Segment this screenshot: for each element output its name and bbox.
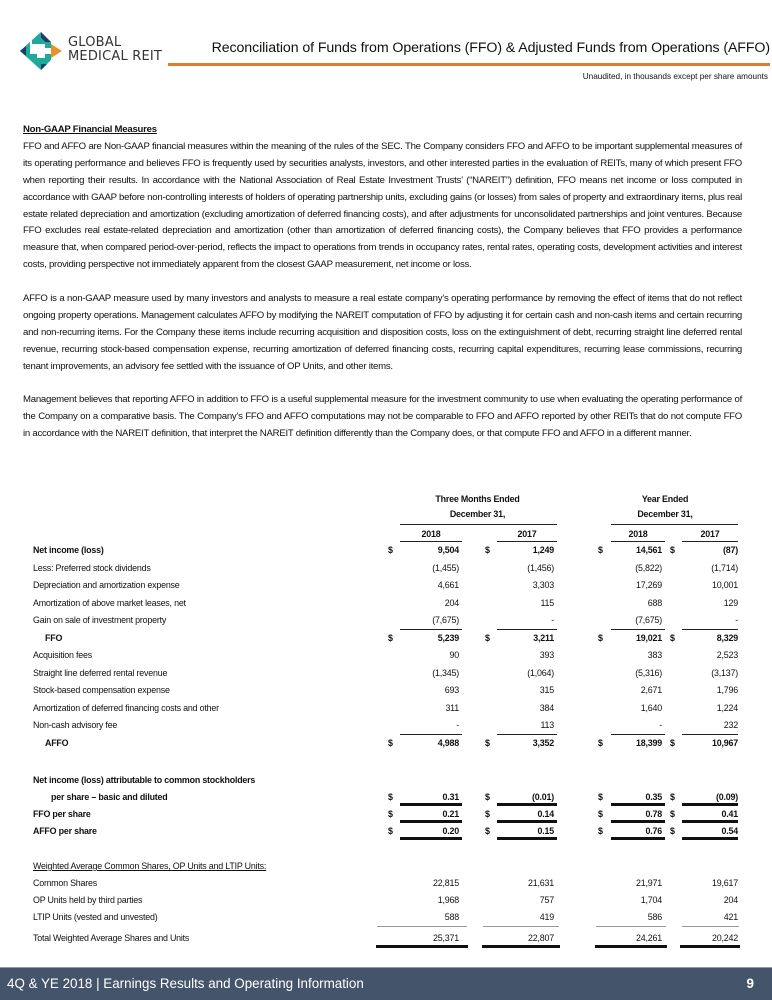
shares-heading: Weighted Average Common Shares, OP Units and LTIP Units: [33, 861, 267, 871]
cell: 25,371 [433, 933, 459, 943]
cell: (1,456) [527, 562, 554, 573]
table-row-net-income [0, 543, 772, 560]
cell: 20,242 [712, 933, 738, 943]
double-underline [611, 803, 665, 806]
currency-symbol: $ [485, 792, 490, 802]
divider [596, 926, 666, 927]
cell: 5,239 [437, 632, 459, 643]
non-gaap-section [23, 122, 742, 443]
currency-symbol: $ [485, 632, 490, 643]
currency-symbol: $ [670, 826, 675, 836]
cell: 22,815 [433, 878, 459, 888]
cell: 204 [444, 597, 459, 608]
cell: (7,675) [432, 615, 459, 625]
currency-symbol: $ [388, 809, 393, 819]
page-header [0, 0, 772, 90]
row-label: Stock-based compensation expense [33, 685, 170, 695]
cell: 0.15 [537, 826, 554, 836]
row-label: Total Weighted Average Shares and Units [33, 933, 190, 943]
cell: 384 [539, 702, 554, 713]
table-row [0, 701, 772, 718]
cell: - [456, 720, 459, 730]
currency-symbol: $ [598, 809, 603, 819]
currency-symbol: $ [598, 826, 603, 836]
section-heading: Non-GAAP Financial Measures [23, 124, 157, 135]
cell: (1,455) [432, 562, 459, 573]
table-row [0, 578, 772, 595]
page-title: Reconciliation of Funds from Operations (FFO) & Adjusted Funds from Operations (AFFO) [211, 40, 770, 56]
divider [611, 524, 738, 525]
paragraph-management-view: Management believes that reporting AFFO in addition to FFO is a useful supplemental measure for the investment community to use when evaluating the operating performance of the Company on a comparative basis. The Company’s FFO and AFFO computations may not be comparable to FFO and AFFO reported by other REITs that do not compute FFO in accordance with the NAREIT definition, that interpret the NAREIT definition differently than the Company does, or that compute FFO and AFFO in a different manner. [23, 394, 742, 440]
cell: 129 [723, 597, 738, 608]
double-underline [680, 945, 740, 948]
row-label: per share – basic and diluted [51, 792, 168, 802]
cell: (5,316) [635, 667, 662, 678]
column-header: 2018 [421, 529, 441, 539]
table-row [0, 561, 772, 578]
cell: (1,064) [527, 667, 554, 678]
cell: (0.09) [716, 792, 738, 802]
logo-line-1: GLOBAL [68, 35, 122, 50]
currency-symbol: $ [388, 826, 393, 836]
cell: 19,021 [636, 632, 662, 643]
currency-symbol: $ [670, 632, 675, 643]
cell: 204 [723, 895, 738, 905]
cell: 588 [444, 912, 459, 922]
cell: 1,249 [532, 545, 554, 555]
row-label: Non-cash advisory fee [33, 720, 118, 730]
per-share-label-line1 [0, 773, 772, 790]
double-underline [595, 945, 667, 948]
table-row [0, 910, 772, 927]
cell: 4,661 [437, 580, 459, 590]
cell: - [735, 615, 738, 625]
currency-symbol: $ [388, 792, 393, 802]
table-row [0, 876, 772, 893]
cell: 1,796 [716, 685, 738, 695]
cell: - [551, 615, 554, 625]
divider [682, 926, 739, 927]
footer-text: 4Q & YE 2018 | Earnings Results and Operating Information [7, 976, 364, 991]
currency-symbol: $ [388, 737, 393, 748]
cell: 232 [723, 720, 738, 730]
cell: 688 [647, 597, 662, 608]
currency-symbol: $ [388, 632, 393, 643]
currency-symbol: $ [670, 792, 675, 802]
double-underline [376, 945, 468, 948]
table-row-ffo [0, 631, 772, 648]
currency-symbol: $ [485, 737, 490, 748]
cell: 19,617 [712, 878, 738, 888]
double-underline [497, 803, 557, 806]
currency-symbol: $ [670, 545, 675, 555]
double-underline [497, 837, 557, 840]
column-header: 2017 [700, 529, 720, 539]
cell: 393 [539, 650, 554, 660]
logo-line-2: MEDICAL REIT [68, 49, 163, 64]
currency-symbol: $ [485, 809, 490, 819]
double-underline [682, 820, 738, 823]
cell: (3,137) [711, 667, 738, 678]
cell: 21,631 [528, 878, 554, 888]
currency-symbol: $ [598, 737, 603, 748]
row-label: Common Shares [33, 878, 97, 888]
cell: 421 [723, 912, 738, 922]
cell: 4,988 [437, 737, 459, 748]
cell: 1,704 [640, 895, 662, 905]
cell: (1,345) [432, 667, 459, 678]
cell: 315 [539, 685, 554, 695]
double-underline [611, 820, 665, 823]
row-label: Gain on sale of investment property [33, 615, 167, 625]
cell: 0.78 [645, 809, 662, 819]
row-label: Net income (loss) attributable to common stockholders [33, 775, 256, 785]
cell: 0.35 [645, 792, 662, 802]
row-label: Straight line deferred rental revenue [33, 667, 168, 678]
row-label: AFFO [45, 737, 69, 748]
title-underline-divider [168, 63, 770, 66]
double-underline [497, 820, 557, 823]
column-header: 2018 [628, 529, 648, 539]
cell: 113 [540, 720, 554, 730]
table-row [0, 666, 772, 683]
currency-symbol: $ [598, 545, 603, 555]
page-number: 9 [746, 976, 754, 991]
table-row [0, 596, 772, 613]
divider [377, 926, 467, 927]
row-label: Less: Preferred stock dividends [33, 562, 151, 573]
table-row [0, 613, 772, 630]
cell: 0.31 [442, 792, 459, 802]
cell: 14,561 [636, 545, 662, 555]
cell: (7,675) [635, 615, 662, 625]
company-logo-text [68, 36, 162, 64]
divider [682, 541, 738, 542]
row-label: Net income (loss) [33, 545, 104, 555]
global-medical-reit-logo-icon [18, 30, 64, 72]
cell: 311 [445, 702, 459, 713]
cell: 8,329 [716, 632, 738, 643]
cell: 2,523 [716, 650, 738, 660]
cell: 757 [539, 895, 554, 905]
cell: 3,303 [532, 580, 554, 590]
table-row [0, 648, 772, 665]
group-header-line1: Year Ended [641, 494, 689, 504]
table-row-affo [0, 736, 772, 753]
cell: 3,211 [533, 632, 554, 643]
divider [611, 541, 665, 542]
currency-symbol: $ [670, 809, 675, 819]
cell: 17,269 [636, 580, 662, 590]
cell: 419 [539, 912, 554, 922]
double-underline [682, 803, 738, 806]
group-header-year [590, 494, 740, 519]
row-label: Acquisition fees [33, 650, 92, 660]
page-footer [0, 967, 772, 1000]
cell: 90 [449, 650, 459, 660]
row-label: FFO [45, 632, 63, 643]
group-header-three-months [395, 494, 560, 519]
currency-symbol: $ [670, 737, 675, 748]
divider [483, 926, 559, 927]
cell: 693 [444, 685, 459, 695]
group-header-line2: December 31, [449, 509, 506, 519]
cell: 18,399 [636, 737, 662, 748]
cell: 0.21 [442, 809, 459, 819]
cell: 0.14 [537, 809, 554, 819]
cell: 383 [647, 650, 662, 660]
cell: 9,504 [437, 545, 459, 555]
double-underline [400, 803, 462, 806]
currency-symbol: $ [485, 545, 490, 555]
currency-symbol: $ [388, 545, 393, 555]
cell: 0.41 [721, 809, 738, 819]
row-label: Amortization of deferred financing costs and other [33, 702, 219, 713]
currency-symbol: $ [485, 826, 490, 836]
row-label: FFO per share [33, 809, 91, 819]
double-underline [611, 837, 665, 840]
row-label: AFFO per share [33, 826, 97, 836]
cell: 3,352 [532, 737, 554, 748]
table-row [0, 893, 772, 910]
double-underline [400, 837, 462, 840]
cell: - [659, 720, 662, 730]
double-underline [482, 945, 560, 948]
cell: 586 [647, 912, 662, 922]
paragraph-affo-definition: AFFO is a non-GAAP measure used by many investors and analysts to measure a real estate company’s operating performance by removing the effect of items that do not reflect ongoing property operations. Management calculates AFFO by modifying the NAREIT computation of FFO by adjusting it for certain cash and non-cash items and certain recurring and non-recurring items. For the Company these items include recurring acquisition and disposition costs, loss on the extinguishment of debt, recurring straight line deferred rental revenue, recurring stock-based compensation expense, recurring amortization of deferred financing costs, recurring capital expenditures, recurring lease commissions, recurring tenant improvements, an advisory fee settled with the issuance of OP Units, and other items. [23, 293, 742, 372]
group-header-line1: Three Months Ended [435, 494, 520, 504]
cell: 115 [540, 597, 554, 608]
cell: 10,967 [712, 737, 738, 748]
group-header-line2: December 31, [637, 509, 693, 519]
divider [400, 524, 557, 525]
cell: 21,971 [636, 878, 662, 888]
cell: 0.76 [645, 826, 662, 836]
row-label: Depreciation and amortization expense [33, 580, 180, 590]
cell: 0.20 [442, 826, 459, 836]
currency-symbol: $ [598, 632, 603, 643]
cell: 24,261 [636, 933, 662, 943]
cell: 1,968 [437, 895, 459, 905]
row-label: Amortization of above market leases, net [33, 597, 186, 608]
double-underline [682, 837, 738, 840]
cell: (1,714) [711, 562, 738, 573]
double-underline [400, 820, 462, 823]
row-label: OP Units held by third parties [33, 895, 143, 905]
cell: 0.54 [721, 826, 738, 836]
divider [400, 541, 462, 542]
cell: 10,001 [712, 580, 738, 590]
cell: 2,671 [640, 685, 662, 695]
cell: 1,224 [716, 702, 738, 713]
cell: (0.01) [532, 792, 554, 802]
cell: (5,822) [635, 562, 662, 573]
divider [497, 541, 557, 542]
paragraph-ffo-definition: FFO and AFFO are Non-GAAP financial measures within the meaning of the rules of the SEC. The Company considers FFO and AFFO to be important supplemental measures of its operating performance and believes FFO is frequently used by securities analysts, investors, and other interested parties in the evaluation of REITs, many of which present FFO when reporting their results. In accordance with the National Association of Real Estate Investment Trusts’ (“NAREIT”) definition, FFO means net income or loss computed in accordance with GAAP before non-controlling interests of holders of operating partnership units, excluding gains (or losses) from sales of property and extraordinary items, plus real estate related depreciation and amortization (excluding amortization of deferred financing costs), and after adjustments for unconsolidated partnerships and joint ventures. Because FFO excludes real estate-related depreciation and amortization (other than amortization of deferred financing costs), the Company believes that FFO provides a performance measure that, when compared period-over-period, reflects the impact to operations from trends in occupancy rates, rental rates, operating costs, development activities and interest costs, providing perspective not immediately apparent from the closest GAAP measurement, net income or loss. [23, 140, 742, 271]
currency-symbol: $ [598, 792, 603, 802]
table-row [0, 683, 772, 700]
table-row [0, 718, 772, 735]
column-header: 2017 [517, 529, 537, 539]
cell: 1,640 [640, 702, 662, 713]
page-subtitle: Unaudited, in thousands except per share amounts [582, 72, 768, 81]
cell: 22,807 [528, 933, 554, 943]
cell: (87) [723, 545, 738, 555]
shares-heading-row [0, 859, 772, 876]
row-label: LTIP Units (vested and unvested) [33, 912, 158, 922]
